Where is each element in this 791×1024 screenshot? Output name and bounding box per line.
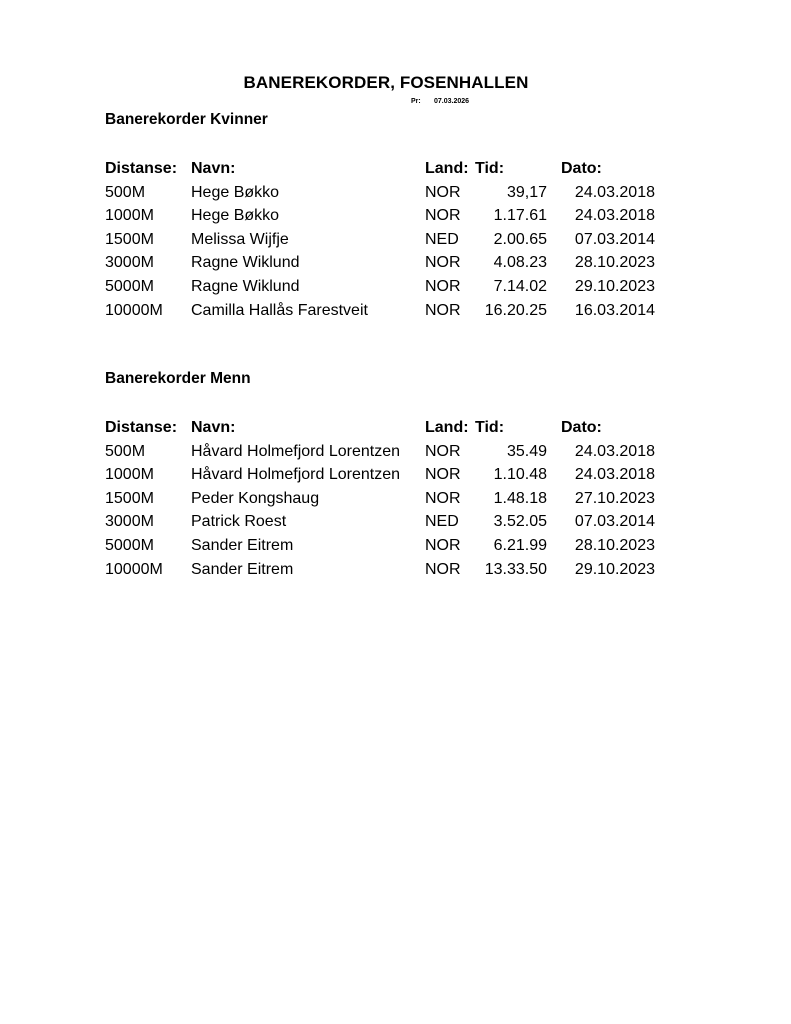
cell-dato: 24.03.2018: [574, 466, 655, 484]
cell-navn: Patrick Roest: [191, 513, 287, 531]
cell-tid: 7.14.02: [493, 277, 547, 295]
cell-tid: 3.52.05: [493, 513, 547, 531]
cell-distanse: 10000M: [105, 301, 163, 319]
cell-land: NED: [425, 230, 459, 248]
records-table-women: [105, 159, 665, 324]
cell-distanse: 5000M: [105, 536, 154, 554]
cell-dato: 24.03.2018: [574, 183, 655, 201]
cell-distanse: 500M: [105, 183, 146, 201]
table-row: [105, 489, 665, 513]
cell-dato: 24.03.2018: [574, 442, 655, 460]
cell-distanse: 500M: [105, 442, 146, 460]
cell-distanse: 1000M: [105, 207, 154, 225]
cell-land: NOR: [425, 466, 461, 484]
header-distanse: Distanse:: [105, 419, 178, 436]
cell-dato: 16.03.2014: [574, 301, 655, 319]
table-row: [105, 465, 665, 489]
header-navn: Navn:: [191, 419, 236, 436]
header-tid: Tid:: [475, 419, 505, 436]
cell-navn: Camilla Hallås Farestveit: [191, 301, 368, 319]
cell-distanse: 1500M: [105, 230, 154, 248]
cell-dato: 27.10.2023: [574, 489, 655, 507]
cell-land: NOR: [425, 254, 461, 272]
table-header-row: [105, 159, 665, 183]
cell-distanse: 5000M: [105, 277, 154, 295]
cell-navn: Sander Eitrem: [191, 536, 294, 554]
cell-tid: 39,17: [506, 183, 547, 201]
records-table-men: [105, 418, 665, 583]
cell-land: NOR: [425, 183, 461, 201]
cell-navn: Sander Eitrem: [191, 560, 294, 578]
cell-tid: 13.33.50: [484, 560, 547, 578]
cell-land: NOR: [425, 489, 461, 507]
cell-tid: 35.49: [506, 442, 547, 460]
cell-dato: 28.10.2023: [574, 536, 655, 554]
cell-tid: 16.20.25: [484, 301, 547, 319]
header-land: Land:: [425, 419, 469, 436]
cell-navn: Hege Bøkko: [191, 207, 280, 225]
cell-land: NOR: [425, 560, 461, 578]
table-row: [105, 512, 665, 536]
cell-tid: 2.00.65: [493, 230, 547, 248]
cell-tid: 1.48.18: [493, 489, 547, 507]
header-dato: Dato:: [561, 419, 602, 436]
cell-distanse: 3000M: [105, 513, 154, 531]
header-dato: Dato:: [561, 160, 602, 177]
section-title-men: Banerekorder Menn: [105, 370, 251, 387]
table-row: [105, 253, 665, 277]
header-distanse: Distanse:: [105, 160, 178, 177]
table-row: [105, 183, 665, 207]
cell-dato: 29.10.2023: [574, 277, 655, 295]
cell-dato: 29.10.2023: [574, 560, 655, 578]
cell-navn: Hege Bøkko: [191, 183, 280, 201]
section-title-women: Banerekorder Kvinner: [105, 111, 268, 128]
cell-tid: 1.10.48: [493, 466, 547, 484]
table-row: [105, 560, 665, 584]
cell-distanse: 1000M: [105, 466, 154, 484]
cell-dato: 07.03.2014: [574, 513, 655, 531]
cell-navn: Håvard Holmefjord Lorentzen: [191, 442, 400, 460]
table-row: [105, 301, 665, 325]
cell-dato: 24.03.2018: [574, 207, 655, 225]
cell-navn: Ragne Wiklund: [191, 254, 300, 272]
as-of-date-value: 07.03.2026: [434, 98, 470, 105]
cell-tid: 4.08.23: [493, 254, 547, 272]
table-row: [105, 230, 665, 254]
table-header-row: [105, 418, 665, 442]
as-of-date: [411, 98, 470, 105]
cell-land: NOR: [425, 207, 461, 225]
cell-distanse: 3000M: [105, 254, 154, 272]
header-tid: Tid:: [475, 160, 505, 177]
cell-navn: Ragne Wiklund: [191, 277, 300, 295]
table-row: [105, 442, 665, 466]
cell-land: NED: [425, 513, 459, 531]
cell-dato: 28.10.2023: [574, 254, 655, 272]
cell-distanse: 10000M: [105, 560, 163, 578]
page-title: BANEREKORDER, FOSENHALLEN: [243, 73, 529, 92]
cell-navn: Peder Kongshaug: [191, 489, 320, 507]
table-row: [105, 206, 665, 230]
table-row: [105, 536, 665, 560]
cell-tid: 1.17.61: [493, 207, 547, 225]
cell-navn: Melissa Wijfje: [191, 230, 289, 248]
cell-dato: 07.03.2014: [574, 230, 655, 248]
cell-land: NOR: [425, 277, 461, 295]
as-of-label: Pr:: [411, 98, 421, 105]
cell-navn: Håvard Holmefjord Lorentzen: [191, 466, 400, 484]
cell-land: NOR: [425, 536, 461, 554]
cell-land: NOR: [425, 442, 461, 460]
table-row: [105, 277, 665, 301]
header-land: Land:: [425, 160, 469, 177]
cell-distanse: 1500M: [105, 489, 154, 507]
cell-tid: 6.21.99: [493, 536, 547, 554]
cell-land: NOR: [425, 301, 461, 319]
header-navn: Navn:: [191, 160, 236, 177]
